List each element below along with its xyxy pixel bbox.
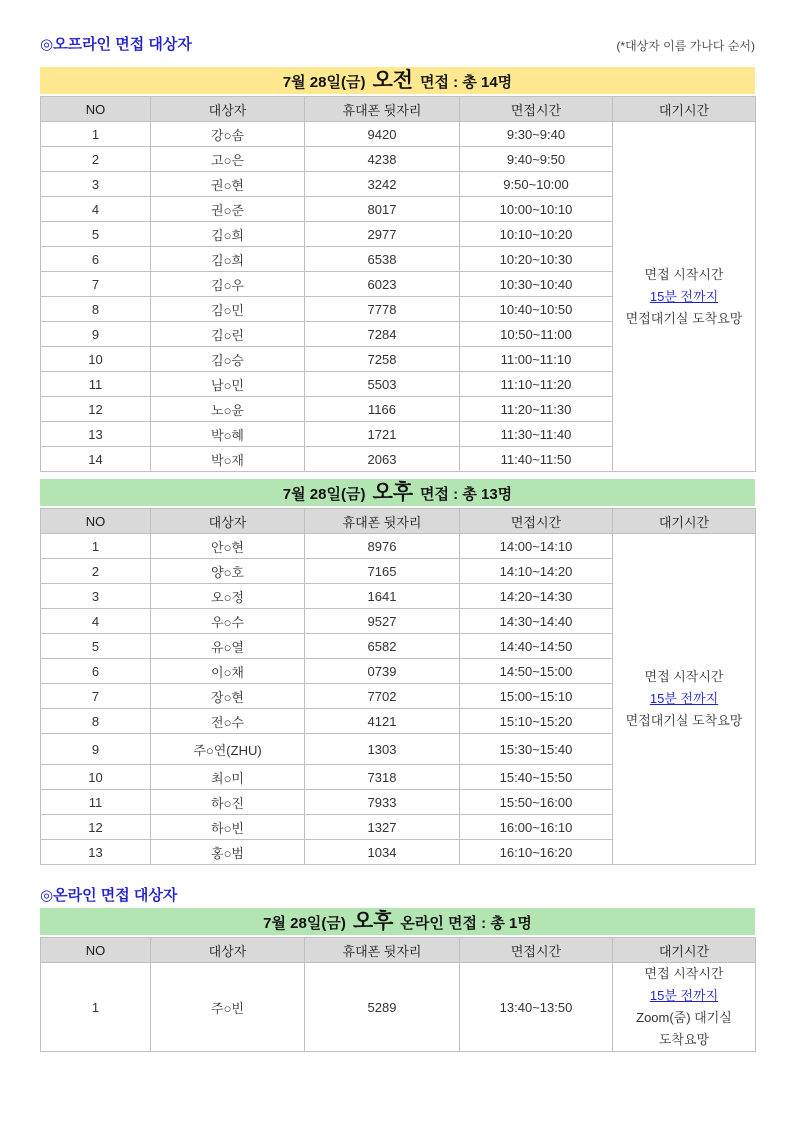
cell-no: 7	[41, 684, 151, 709]
afternoon-banner	[40, 479, 755, 506]
cell-name: 권○준	[151, 197, 305, 222]
cell-no: 4	[41, 609, 151, 634]
cell-time: 16:00~16:10	[460, 815, 613, 840]
wait-line: 면접 시작시간	[644, 266, 724, 282]
online-banner	[40, 908, 755, 935]
wait-line: Zoom(줌) 대기실	[636, 1010, 732, 1025]
cell-time: 10:30~10:40	[460, 272, 613, 297]
cell-time: 15:10~15:20	[460, 709, 613, 734]
wait-line	[613, 286, 755, 308]
cell-no: 6	[41, 247, 151, 272]
cell-phone: 6582	[305, 634, 460, 659]
column-header-time: 면접시간	[460, 97, 613, 122]
cell-no: 5	[41, 634, 151, 659]
cell-no: 11	[41, 372, 151, 397]
morning-table-body	[41, 122, 756, 472]
cell-no: 13	[41, 840, 151, 865]
wait-info-cell	[613, 534, 756, 865]
cell-time: 14:00~14:10	[460, 534, 613, 559]
offline-section-header	[40, 36, 755, 54]
cell-time: 9:40~9:50	[460, 147, 613, 172]
cell-time: 10:40~10:50	[460, 297, 613, 322]
cell-phone: 0739	[305, 659, 460, 684]
cell-phone: 7284	[305, 322, 460, 347]
sort-order-note: (*대상자 이름 가나다 순서)	[616, 39, 755, 53]
arrival-deadline-emphasis: 15분 전까지	[649, 691, 719, 706]
cell-no: 11	[41, 790, 151, 815]
wait-line	[613, 985, 755, 1007]
afternoon-schedule-block	[40, 479, 755, 865]
table-row	[41, 122, 756, 147]
cell-name: 하○진	[151, 790, 305, 815]
cell-no: 6	[41, 659, 151, 684]
cell-phone: 7165	[305, 559, 460, 584]
arrival-deadline-emphasis: 15분 전까지	[649, 288, 719, 304]
column-header-wait: 대기시간	[613, 509, 756, 534]
cell-no: 12	[41, 397, 151, 422]
cell-name: 주○빈	[151, 963, 305, 1052]
cell-name: 노○윤	[151, 397, 305, 422]
cell-no: 14	[41, 447, 151, 472]
cell-phone: 5289	[305, 963, 460, 1052]
table-row	[41, 963, 756, 1052]
cell-time: 10:50~11:00	[460, 322, 613, 347]
cell-no: 1	[41, 963, 151, 1052]
column-header-phone: 휴대폰 뒷자리	[305, 509, 460, 534]
online-section-title: ◎온라인 면접 대상자	[40, 887, 178, 904]
cell-no: 10	[41, 347, 151, 372]
column-header-wait: 대기시간	[613, 97, 756, 122]
cell-phone: 1721	[305, 422, 460, 447]
column-header-name: 대상자	[151, 97, 305, 122]
afternoon-table-body	[41, 534, 756, 865]
column-header-no: NO	[41, 938, 151, 963]
cell-time: 10:10~10:20	[460, 222, 613, 247]
cell-phone: 9527	[305, 609, 460, 634]
cell-time: 14:30~14:40	[460, 609, 613, 634]
cell-no: 1	[41, 534, 151, 559]
cell-time: 11:20~11:30	[460, 397, 613, 422]
wait-line	[613, 688, 755, 710]
cell-name: 김○희	[151, 222, 305, 247]
cell-time: 10:00~10:10	[460, 197, 613, 222]
cell-time: 9:50~10:00	[460, 172, 613, 197]
column-header-no: NO	[41, 509, 151, 534]
cell-name: 김○린	[151, 322, 305, 347]
cell-no: 2	[41, 147, 151, 172]
cell-name: 최○미	[151, 765, 305, 790]
afternoon-interview-table	[40, 508, 756, 865]
cell-time: 11:30~11:40	[460, 422, 613, 447]
cell-name: 하○빈	[151, 815, 305, 840]
column-header-row	[41, 938, 756, 963]
cell-phone: 4238	[305, 147, 460, 172]
cell-no: 8	[41, 297, 151, 322]
cell-time: 10:20~10:30	[460, 247, 613, 272]
banner-date: 7월 28일(금)	[263, 915, 346, 932]
online-section	[40, 887, 755, 1052]
cell-name: 박○재	[151, 447, 305, 472]
cell-phone: 7258	[305, 347, 460, 372]
cell-phone: 5503	[305, 372, 460, 397]
wait-line: 면접대기실 도착요망	[625, 310, 743, 326]
online-schedule-block	[40, 908, 755, 1052]
banner-date: 7월 28일(금)	[282, 74, 366, 91]
cell-time: 15:40~15:50	[460, 765, 613, 790]
cell-name: 유○열	[151, 634, 305, 659]
cell-time: 15:00~15:10	[460, 684, 613, 709]
cell-time: 15:50~16:00	[460, 790, 613, 815]
cell-no: 9	[41, 734, 151, 765]
cell-phone: 7778	[305, 297, 460, 322]
cell-phone: 1641	[305, 584, 460, 609]
cell-phone: 9420	[305, 122, 460, 147]
cell-name: 권○현	[151, 172, 305, 197]
cell-time: 14:50~15:00	[460, 659, 613, 684]
cell-phone: 1034	[305, 840, 460, 865]
cell-name: 장○현	[151, 684, 305, 709]
cell-time: 14:40~14:50	[460, 634, 613, 659]
cell-no: 3	[41, 584, 151, 609]
cell-phone: 8976	[305, 534, 460, 559]
online-table-body	[41, 963, 756, 1052]
cell-phone: 2063	[305, 447, 460, 472]
cell-time: 15:30~15:40	[460, 734, 613, 765]
cell-no: 7	[41, 272, 151, 297]
cell-phone: 7702	[305, 684, 460, 709]
cell-name: 강○솜	[151, 122, 305, 147]
column-header-row	[41, 97, 756, 122]
cell-phone: 7318	[305, 765, 460, 790]
column-header-time: 면접시간	[460, 509, 613, 534]
cell-name: 우○수	[151, 609, 305, 634]
column-header-phone: 휴대폰 뒷자리	[305, 97, 460, 122]
cell-time: 14:10~14:20	[460, 559, 613, 584]
cell-no: 8	[41, 709, 151, 734]
cell-name: 김○승	[151, 347, 305, 372]
cell-phone: 7933	[305, 790, 460, 815]
banner-session: 오전	[372, 69, 414, 92]
cell-phone: 1303	[305, 734, 460, 765]
banner-session: 오후	[352, 910, 394, 933]
table-row	[41, 534, 756, 559]
cell-name: 이○채	[151, 659, 305, 684]
cell-name: 양○호	[151, 559, 305, 584]
cell-no: 10	[41, 765, 151, 790]
cell-name: 홍○범	[151, 840, 305, 865]
cell-phone: 4121	[305, 709, 460, 734]
arrival-deadline-emphasis: 15분 전까지	[649, 988, 719, 1003]
banner-suffix: 면접 : 총 14명	[420, 74, 513, 91]
cell-name: 안○현	[151, 534, 305, 559]
cell-phone: 2977	[305, 222, 460, 247]
cell-phone: 1166	[305, 397, 460, 422]
wait-info-cell	[613, 122, 756, 472]
banner-date: 7월 28일(금)	[282, 486, 366, 503]
column-header-name: 대상자	[151, 938, 305, 963]
online-section-header	[40, 887, 755, 905]
online-interview-table	[40, 937, 756, 1052]
wait-line: 면접 시작시간	[644, 669, 724, 684]
cell-no: 2	[41, 559, 151, 584]
column-header-no: NO	[41, 97, 151, 122]
cell-time: 11:00~11:10	[460, 347, 613, 372]
offline-section-title: ◎오프라인 면접 대상자	[40, 36, 192, 53]
cell-name: 전○수	[151, 709, 305, 734]
morning-schedule-block	[40, 67, 755, 472]
cell-no: 4	[41, 197, 151, 222]
cell-name: 김○희	[151, 247, 305, 272]
wait-info-cell	[613, 963, 756, 1052]
cell-name: 김○우	[151, 272, 305, 297]
cell-name: 김○민	[151, 297, 305, 322]
column-header-phone: 휴대폰 뒷자리	[305, 938, 460, 963]
banner-session: 오후	[372, 481, 414, 504]
cell-name: 고○은	[151, 147, 305, 172]
cell-time: 9:30~9:40	[460, 122, 613, 147]
cell-no: 3	[41, 172, 151, 197]
cell-no: 1	[41, 122, 151, 147]
cell-no: 12	[41, 815, 151, 840]
cell-phone: 6538	[305, 247, 460, 272]
column-header-time: 면접시간	[460, 938, 613, 963]
column-header-wait: 대기시간	[613, 938, 756, 963]
cell-name: 박○혜	[151, 422, 305, 447]
cell-no: 5	[41, 222, 151, 247]
column-header-row	[41, 509, 756, 534]
cell-phone: 8017	[305, 197, 460, 222]
cell-no: 9	[41, 322, 151, 347]
cell-phone: 1327	[305, 815, 460, 840]
morning-banner	[40, 67, 755, 94]
wait-line: 도착요망	[658, 1032, 710, 1047]
wait-line: 면접 시작시간	[644, 966, 724, 981]
cell-phone: 6023	[305, 272, 460, 297]
cell-name: 주○연(ZHU)	[151, 734, 305, 765]
cell-name: 남○민	[151, 372, 305, 397]
cell-time: 14:20~14:30	[460, 584, 613, 609]
banner-suffix: 온라인 면접 : 총 1명	[400, 915, 532, 932]
cell-time: 13:40~13:50	[460, 963, 613, 1052]
cell-time: 11:10~11:20	[460, 372, 613, 397]
cell-phone: 3242	[305, 172, 460, 197]
morning-interview-table	[40, 96, 756, 472]
banner-suffix: 면접 : 총 13명	[420, 486, 513, 503]
column-header-name: 대상자	[151, 509, 305, 534]
cell-time: 11:40~11:50	[460, 447, 613, 472]
cell-name: 오○정	[151, 584, 305, 609]
cell-no: 13	[41, 422, 151, 447]
wait-line: 면접대기실 도착요망	[625, 713, 743, 728]
cell-time: 16:10~16:20	[460, 840, 613, 865]
